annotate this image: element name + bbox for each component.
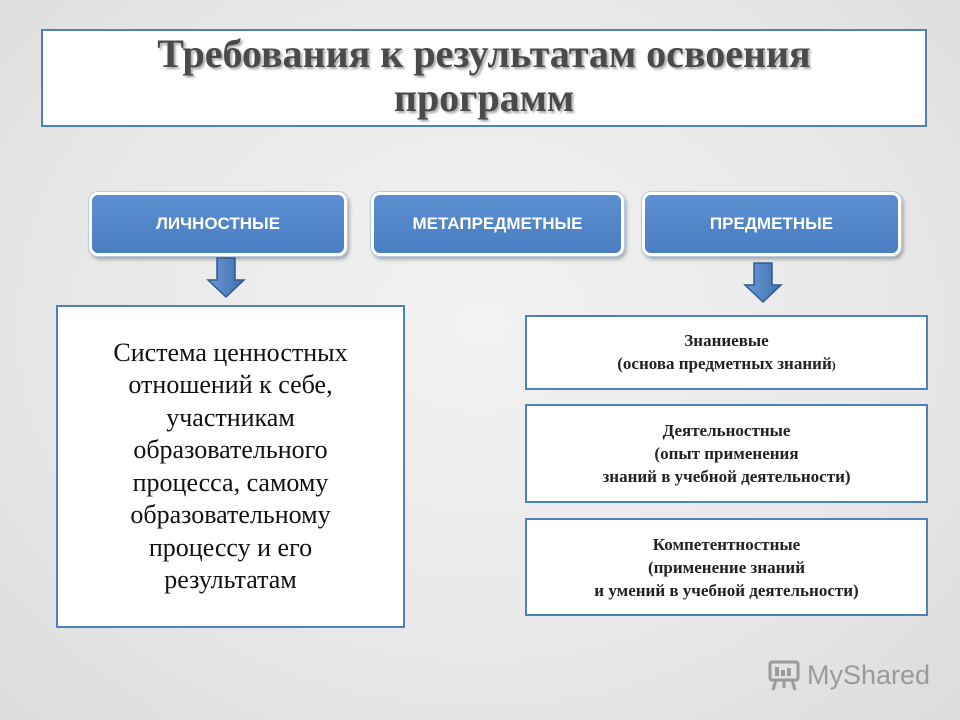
arrow-down-icon (205, 256, 247, 300)
result-knowledge-desc: (основа предметных знаний) (617, 353, 836, 373)
result-competence-title: Компетентностные (652, 534, 801, 554)
page-title (157, 32, 810, 120)
result-activity-box (525, 404, 928, 503)
result-competence-line: и умений в учебной деятельности) (594, 580, 859, 600)
category-metasubject-button[interactable] (371, 192, 624, 256)
result-competence-box (525, 518, 928, 616)
category-personal-button[interactable] (89, 192, 347, 256)
watermark-logo (767, 655, 930, 695)
category-metasubject-label: МЕТАПРЕДМЕТНЫЕ (412, 214, 583, 233)
personal-line: Система ценностных (113, 337, 348, 367)
personal-line: образовательного (133, 435, 328, 464)
title-line-2: программ (393, 75, 575, 120)
personal-result-text (81, 337, 381, 597)
personal-line: участникам (166, 402, 295, 432)
category-subject-label: ПРЕДМЕТНЫЕ (709, 214, 834, 233)
category-subject-button[interactable] (642, 192, 901, 256)
personal-line: результатам (164, 565, 297, 594)
arrow-down-icon (742, 261, 784, 305)
result-activity-title: Деятельностные (662, 421, 791, 440)
category-personal-label: ЛИЧНОСТНЫЕ (155, 214, 281, 233)
result-activity-line: знаний в учебной деятельности) (602, 467, 851, 486)
presentation-board-icon (767, 658, 801, 692)
personal-line: отношений к себе, (128, 370, 333, 399)
title-line-1: Требования к результатам освоения (157, 31, 811, 76)
watermark-text: MyShared (807, 659, 931, 690)
result-knowledge-title: Знаниевые (684, 330, 769, 350)
result-competence-line: (применение знаний (647, 557, 806, 577)
personal-line: процессу и его (148, 532, 313, 562)
result-knowledge-box (525, 315, 928, 390)
personal-line: образовательному (130, 500, 331, 529)
result-activity-line: (опыт применения (654, 444, 799, 463)
personal-result-box (56, 305, 405, 628)
personal-line: процесса, самому (132, 467, 329, 497)
title-box (41, 29, 927, 127)
